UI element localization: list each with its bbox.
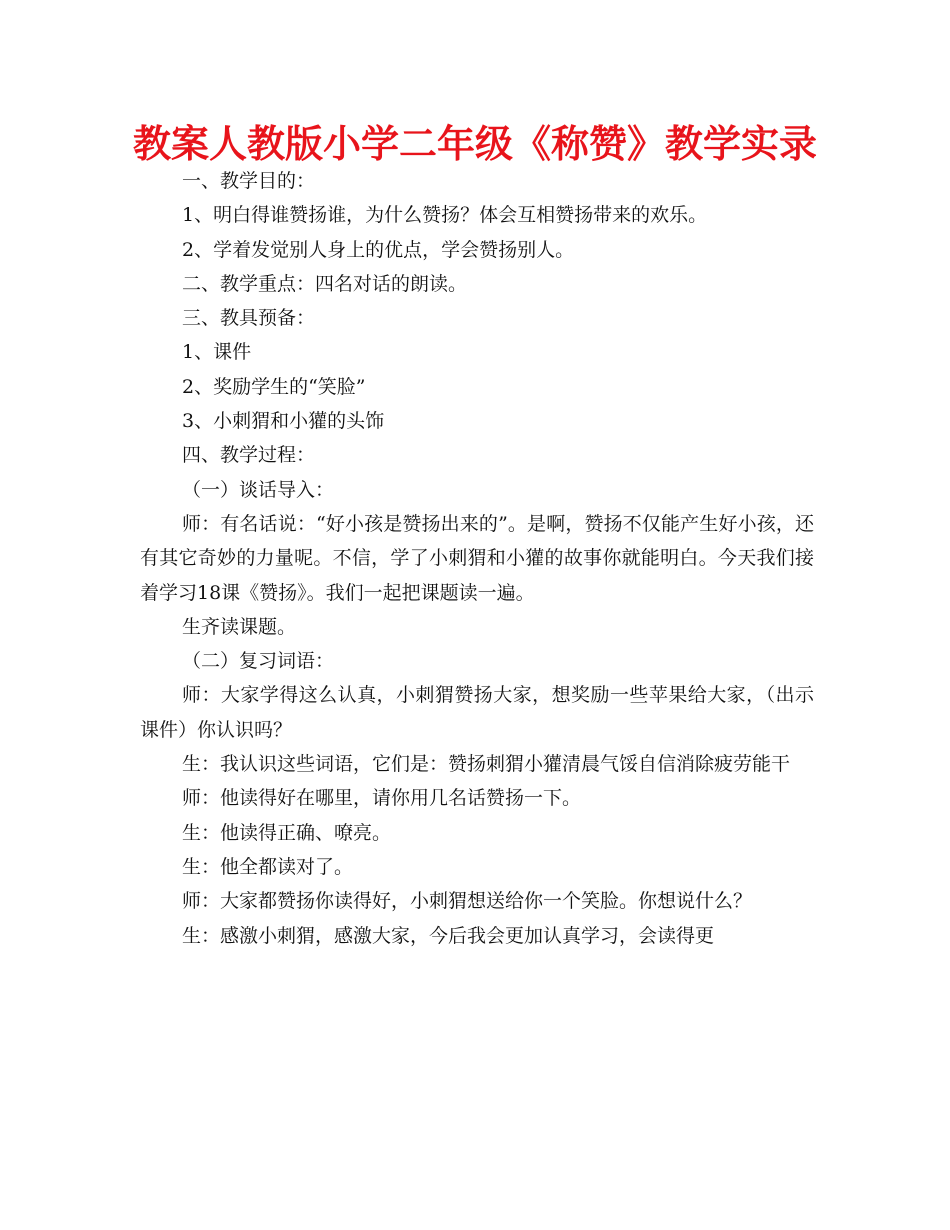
paragraph: 3、小刺猬和小獾的头饰 [182,410,385,433]
paragraph: 生：他读得正确、嘹亮。 [182,821,392,844]
paragraph: 四、教学过程： [182,444,316,467]
paragraph: 生：他全都读对了。 [182,855,354,878]
paragraph: 2、奖励学生的“笑脸” [182,375,366,398]
paragraph: 三、教具预备： [182,307,316,330]
paragraph: （二）复习词语： [182,650,335,673]
paragraph: 生：我认识这些词语，它们是：赞扬刺猬小獾清晨气馁自信消除疲劳能干 [182,753,791,776]
paragraph: 师：他读得好在哪里，请你用几名话赞扬一下。 [182,787,582,810]
paragraph: 师：大家学得这么认真，小刺猬赞扬大家，想奖励一些苹果给大家，（出示课件）你认识吗？ [140,684,814,741]
paragraph: （一）谈话导入： [182,478,335,501]
paragraph: 2、学着发觉别人身上的优点，学会赞扬别人。 [182,238,575,261]
paragraph: 二、教学重点：四名对话的朗读。 [182,272,468,295]
paragraph: 师：有名话说：“好小孩是赞扬出来的”。是啊，赞扬不仅能产生好小孩，还有其它奇妙的力量呢。不信，学了小刺猬和小獾的故事你就能明白。今天我们接着学习18课《赞扬》。我们一起把课题读一遍。 [140,512,814,604]
paragraph: 师：大家都赞扬你读得好，小刺猬想送给你一个笑脸。你想说什么？ [182,890,753,913]
paragraph: 1、明白得谁赞扬谁，为什么赞扬？体会互相赞扬带来的欢乐。 [182,204,708,227]
document-body [140,164,814,953]
paragraph: 1、课件 [182,341,252,364]
paragraph: 一、教学目的： [182,170,316,192]
document-title: 教案人教版小学二年级《称赞》教学实录 [132,122,817,166]
paragraph: 生：感激小刺猬，感激大家，今后我会更加认真学习，会读得更 [182,924,715,947]
paragraph: 生齐读课题。 [182,615,297,638]
